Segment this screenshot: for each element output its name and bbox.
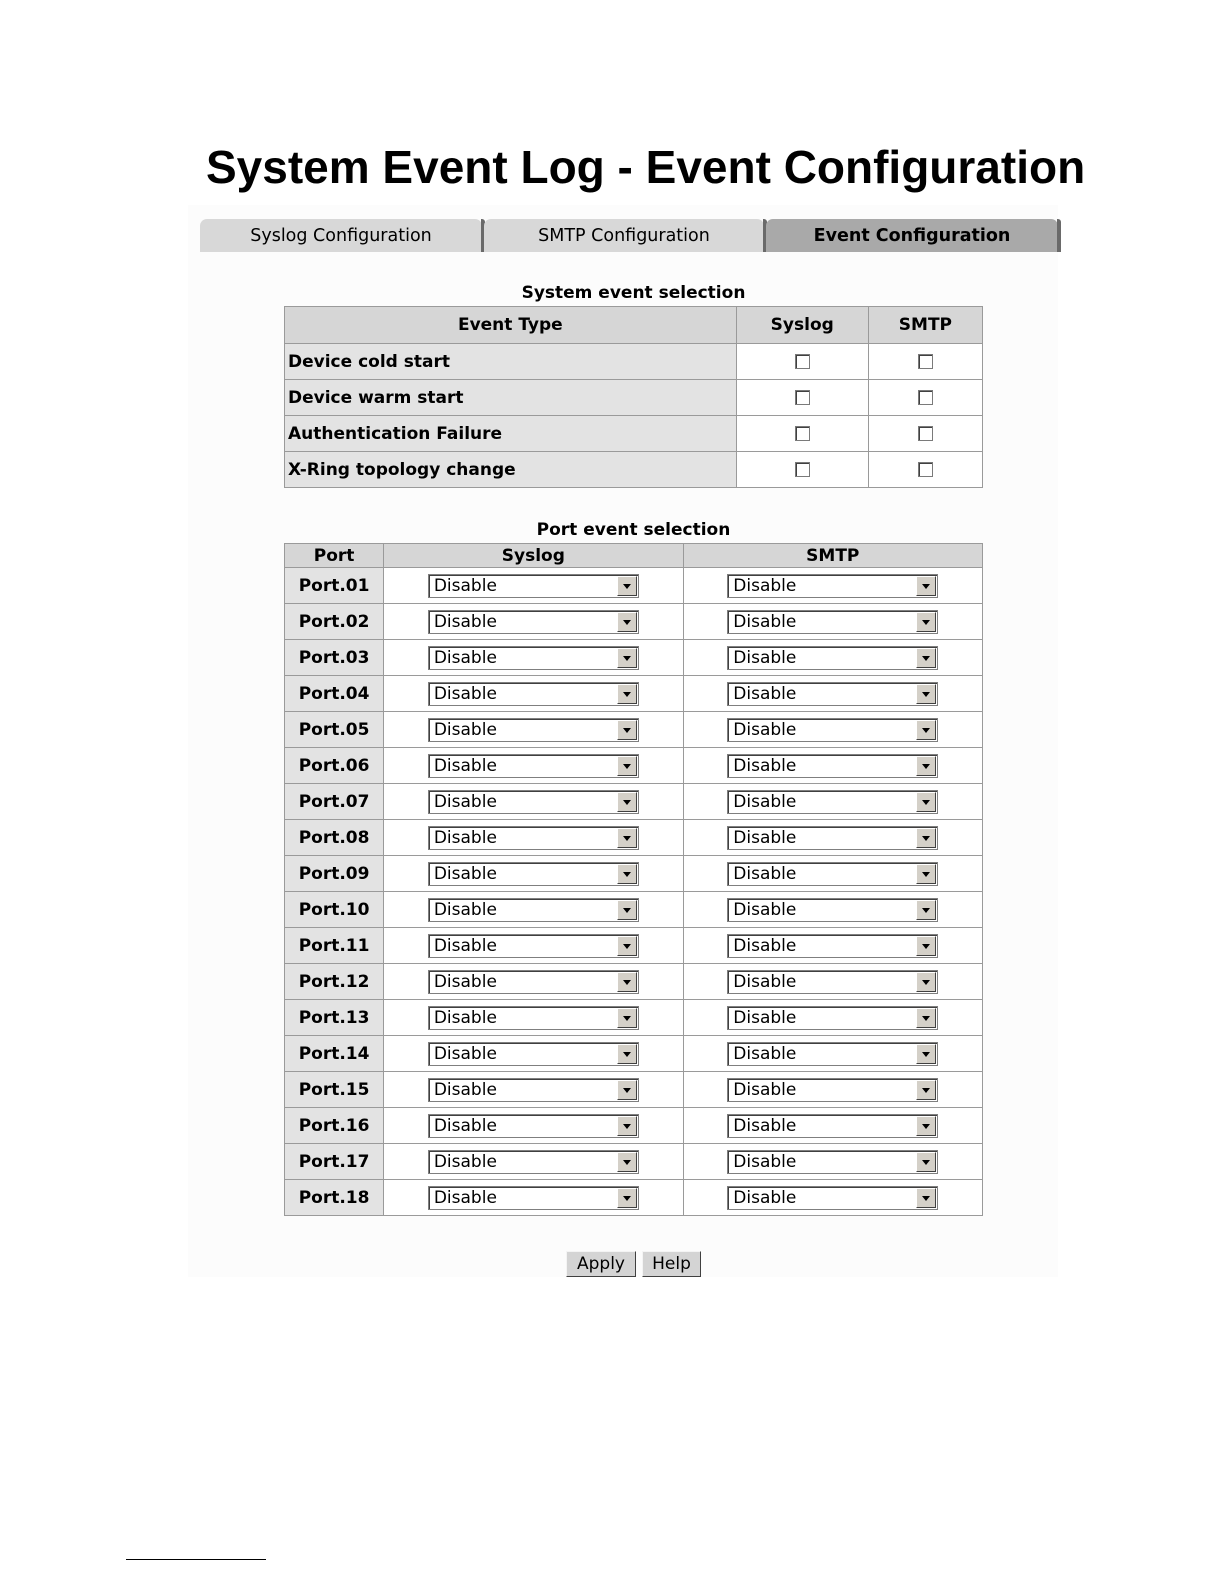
syslog-cell bbox=[384, 676, 683, 712]
syslog-cell bbox=[384, 892, 683, 928]
smtp-cell bbox=[683, 856, 982, 892]
tab-syslog-configuration[interactable] bbox=[200, 219, 482, 252]
syslog-cell bbox=[384, 640, 683, 676]
chevron-down-icon[interactable] bbox=[916, 1044, 936, 1064]
tab-bar bbox=[200, 219, 1060, 252]
port-label: Port.06 bbox=[285, 748, 384, 784]
tab-label: Event Configuration bbox=[813, 226, 1011, 246]
select-value: Disable bbox=[433, 827, 497, 848]
syslog-cell bbox=[736, 344, 868, 380]
syslog-cell bbox=[384, 1000, 683, 1036]
chevron-down-icon[interactable] bbox=[916, 864, 936, 884]
system-event-caption: System event selection bbox=[521, 283, 746, 303]
table-row bbox=[285, 964, 983, 1000]
table-row bbox=[285, 856, 983, 892]
syslog-cell bbox=[384, 928, 683, 964]
table-row bbox=[285, 640, 983, 676]
event-type-label: Authentication Failure bbox=[285, 416, 737, 452]
tab-event-configuration[interactable] bbox=[766, 219, 1058, 252]
tab-label: SMTP Configuration bbox=[538, 226, 710, 246]
smtp-cell bbox=[683, 640, 982, 676]
smtp-cell bbox=[683, 1180, 982, 1216]
port-label: Port.05 bbox=[285, 712, 384, 748]
syslog-select[interactable] bbox=[428, 1006, 639, 1030]
select-value: Disable bbox=[433, 863, 497, 884]
table-row bbox=[285, 676, 983, 712]
syslog-select[interactable] bbox=[428, 1186, 639, 1210]
tab-label: Syslog Configuration bbox=[250, 226, 432, 246]
port-label: Port.03 bbox=[285, 640, 384, 676]
select-value: Disable bbox=[733, 899, 797, 920]
chevron-down-icon[interactable] bbox=[617, 972, 637, 992]
select-value: Disable bbox=[433, 791, 497, 812]
smtp-cell bbox=[868, 344, 982, 380]
event-type-label: Device cold start bbox=[285, 344, 737, 380]
syslog-select[interactable] bbox=[428, 1114, 639, 1138]
syslog-cell bbox=[384, 604, 683, 640]
table-row bbox=[285, 1036, 983, 1072]
syslog-cell bbox=[736, 452, 868, 488]
syslog-checkbox[interactable] bbox=[795, 390, 810, 405]
port-label: Port.16 bbox=[285, 1108, 384, 1144]
select-value: Disable bbox=[733, 755, 797, 776]
smtp-select[interactable] bbox=[727, 862, 938, 886]
smtp-select[interactable] bbox=[727, 610, 938, 634]
smtp-select[interactable] bbox=[727, 1078, 938, 1102]
port-label: Port.10 bbox=[285, 892, 384, 928]
syslog-select[interactable] bbox=[428, 754, 639, 778]
help-button[interactable]: Help bbox=[642, 1251, 701, 1277]
select-value: Disable bbox=[733, 1007, 797, 1028]
smtp-checkbox[interactable] bbox=[918, 462, 933, 477]
select-value: Disable bbox=[433, 1115, 497, 1136]
table-row bbox=[285, 748, 983, 784]
apply-button[interactable]: Apply bbox=[566, 1251, 636, 1277]
select-value: Disable bbox=[433, 683, 497, 704]
chevron-down-icon[interactable] bbox=[617, 720, 637, 740]
syslog-cell bbox=[384, 856, 683, 892]
chevron-down-icon[interactable] bbox=[916, 1152, 936, 1172]
select-value: Disable bbox=[433, 1043, 497, 1064]
chevron-down-icon[interactable] bbox=[916, 756, 936, 776]
syslog-cell bbox=[384, 1108, 683, 1144]
column-header-syslog: Syslog bbox=[384, 544, 683, 568]
smtp-select[interactable] bbox=[727, 1042, 938, 1066]
footnote-divider bbox=[126, 1559, 266, 1560]
table-row bbox=[285, 604, 983, 640]
select-value: Disable bbox=[733, 683, 797, 704]
smtp-select[interactable] bbox=[727, 790, 938, 814]
syslog-select[interactable] bbox=[428, 790, 639, 814]
chevron-down-icon[interactable] bbox=[617, 1080, 637, 1100]
smtp-cell bbox=[683, 1000, 982, 1036]
smtp-cell bbox=[683, 748, 982, 784]
select-value: Disable bbox=[733, 611, 797, 632]
port-label: Port.11 bbox=[285, 928, 384, 964]
column-header-smtp: SMTP bbox=[868, 307, 982, 344]
port-label: Port.09 bbox=[285, 856, 384, 892]
select-value: Disable bbox=[733, 863, 797, 884]
syslog-select[interactable] bbox=[428, 934, 639, 958]
chevron-down-icon[interactable] bbox=[617, 1008, 637, 1028]
smtp-select[interactable] bbox=[727, 718, 938, 742]
syslog-select[interactable] bbox=[428, 718, 639, 742]
table-row bbox=[285, 344, 983, 380]
chevron-down-icon[interactable] bbox=[916, 576, 936, 596]
smtp-select[interactable] bbox=[727, 934, 938, 958]
syslog-select[interactable] bbox=[428, 898, 639, 922]
syslog-cell bbox=[384, 820, 683, 856]
port-event-table bbox=[284, 543, 983, 1216]
chevron-down-icon[interactable] bbox=[617, 576, 637, 596]
event-type-label: X-Ring topology change bbox=[285, 452, 737, 488]
select-value: Disable bbox=[433, 575, 497, 596]
syslog-select[interactable] bbox=[428, 970, 639, 994]
event-type-label: Device warm start bbox=[285, 380, 737, 416]
syslog-cell bbox=[384, 784, 683, 820]
smtp-checkbox[interactable] bbox=[918, 354, 933, 369]
syslog-select[interactable] bbox=[428, 1078, 639, 1102]
page-title: System Event Log - Event Configuration bbox=[206, 141, 1086, 193]
syslog-cell bbox=[384, 748, 683, 784]
smtp-select[interactable] bbox=[727, 970, 938, 994]
select-value: Disable bbox=[733, 791, 797, 812]
smtp-cell bbox=[683, 928, 982, 964]
select-value: Disable bbox=[433, 719, 497, 740]
select-value: Disable bbox=[433, 1007, 497, 1028]
chevron-down-icon[interactable] bbox=[617, 900, 637, 920]
smtp-select[interactable] bbox=[727, 574, 938, 598]
chevron-down-icon[interactable] bbox=[916, 1008, 936, 1028]
port-label: Port.04 bbox=[285, 676, 384, 712]
smtp-cell bbox=[683, 1108, 982, 1144]
port-label: Port.08 bbox=[285, 820, 384, 856]
table-row bbox=[285, 380, 983, 416]
syslog-cell bbox=[384, 568, 683, 604]
chevron-down-icon[interactable] bbox=[916, 900, 936, 920]
table-row bbox=[285, 784, 983, 820]
chevron-down-icon[interactable] bbox=[617, 612, 637, 632]
port-label: Port.12 bbox=[285, 964, 384, 1000]
table-row bbox=[285, 928, 983, 964]
syslog-checkbox[interactable] bbox=[795, 462, 810, 477]
smtp-select[interactable] bbox=[727, 1114, 938, 1138]
smtp-select[interactable] bbox=[727, 682, 938, 706]
port-label: Port.18 bbox=[285, 1180, 384, 1216]
smtp-cell bbox=[683, 892, 982, 928]
chevron-down-icon[interactable] bbox=[916, 1188, 936, 1208]
chevron-down-icon[interactable] bbox=[617, 936, 637, 956]
syslog-select[interactable] bbox=[428, 574, 639, 598]
chevron-down-icon[interactable] bbox=[617, 684, 637, 704]
select-value: Disable bbox=[433, 971, 497, 992]
chevron-down-icon[interactable] bbox=[617, 828, 637, 848]
smtp-select[interactable] bbox=[727, 898, 938, 922]
smtp-select[interactable] bbox=[727, 826, 938, 850]
select-value: Disable bbox=[733, 1115, 797, 1136]
table-row bbox=[285, 452, 983, 488]
smtp-cell bbox=[868, 452, 982, 488]
select-value: Disable bbox=[433, 1079, 497, 1100]
table-row bbox=[285, 1000, 983, 1036]
tab-smtp-configuration[interactable] bbox=[484, 219, 764, 252]
select-value: Disable bbox=[433, 611, 497, 632]
select-value: Disable bbox=[733, 647, 797, 668]
chevron-down-icon[interactable] bbox=[916, 1116, 936, 1136]
chevron-down-icon[interactable] bbox=[916, 684, 936, 704]
syslog-checkbox[interactable] bbox=[795, 354, 810, 369]
select-value: Disable bbox=[733, 1151, 797, 1172]
smtp-cell bbox=[683, 712, 982, 748]
syslog-select[interactable] bbox=[428, 862, 639, 886]
smtp-cell bbox=[683, 784, 982, 820]
select-value: Disable bbox=[433, 935, 497, 956]
select-value: Disable bbox=[733, 575, 797, 596]
smtp-cell bbox=[683, 568, 982, 604]
select-value: Disable bbox=[433, 647, 497, 668]
syslog-cell bbox=[736, 416, 868, 452]
chevron-down-icon[interactable] bbox=[617, 1152, 637, 1172]
table-row bbox=[285, 892, 983, 928]
chevron-down-icon[interactable] bbox=[916, 720, 936, 740]
smtp-cell bbox=[683, 1144, 982, 1180]
smtp-cell bbox=[683, 964, 982, 1000]
syslog-select[interactable] bbox=[428, 646, 639, 670]
chevron-down-icon[interactable] bbox=[617, 756, 637, 776]
select-value: Disable bbox=[733, 1043, 797, 1064]
tab-divider bbox=[1057, 219, 1061, 252]
syslog-checkbox[interactable] bbox=[795, 426, 810, 441]
select-value: Disable bbox=[433, 755, 497, 776]
smtp-cell bbox=[683, 676, 982, 712]
column-header-event-type: Event Type bbox=[285, 307, 737, 344]
chevron-down-icon[interactable] bbox=[916, 972, 936, 992]
chevron-down-icon[interactable] bbox=[916, 936, 936, 956]
port-label: Port.02 bbox=[285, 604, 384, 640]
smtp-cell bbox=[868, 380, 982, 416]
syslog-cell bbox=[384, 964, 683, 1000]
syslog-select[interactable] bbox=[428, 826, 639, 850]
select-value: Disable bbox=[733, 1079, 797, 1100]
syslog-cell bbox=[384, 1036, 683, 1072]
table-row bbox=[285, 416, 983, 452]
chevron-down-icon[interactable] bbox=[617, 648, 637, 668]
syslog-select[interactable] bbox=[428, 682, 639, 706]
smtp-select[interactable] bbox=[727, 1006, 938, 1030]
chevron-down-icon[interactable] bbox=[617, 792, 637, 812]
syslog-cell bbox=[384, 1072, 683, 1108]
smtp-cell bbox=[868, 416, 982, 452]
select-value: Disable bbox=[433, 1151, 497, 1172]
system-event-table bbox=[284, 306, 983, 488]
syslog-cell bbox=[736, 380, 868, 416]
syslog-select[interactable] bbox=[428, 610, 639, 634]
port-label: Port.17 bbox=[285, 1144, 384, 1180]
table-row bbox=[285, 1108, 983, 1144]
table-row bbox=[285, 1180, 983, 1216]
smtp-select[interactable] bbox=[727, 646, 938, 670]
table-row bbox=[285, 1144, 983, 1180]
syslog-select[interactable] bbox=[428, 1150, 639, 1174]
table-row bbox=[285, 568, 983, 604]
column-header-port: Port bbox=[285, 544, 384, 568]
port-label: Port.13 bbox=[285, 1000, 384, 1036]
select-value: Disable bbox=[433, 1187, 497, 1208]
select-value: Disable bbox=[733, 971, 797, 992]
syslog-select[interactable] bbox=[428, 1042, 639, 1066]
smtp-cell bbox=[683, 604, 982, 640]
port-label: Port.07 bbox=[285, 784, 384, 820]
chevron-down-icon[interactable] bbox=[617, 1044, 637, 1064]
chevron-down-icon[interactable] bbox=[617, 864, 637, 884]
syslog-cell bbox=[384, 1144, 683, 1180]
chevron-down-icon[interactable] bbox=[916, 828, 936, 848]
table-header-row bbox=[285, 544, 983, 568]
table-row bbox=[285, 1072, 983, 1108]
select-value: Disable bbox=[733, 827, 797, 848]
port-label: Port.14 bbox=[285, 1036, 384, 1072]
port-label: Port.15 bbox=[285, 1072, 384, 1108]
syslog-cell bbox=[384, 712, 683, 748]
column-header-smtp: SMTP bbox=[683, 544, 982, 568]
chevron-down-icon[interactable] bbox=[916, 612, 936, 632]
smtp-select[interactable] bbox=[727, 1150, 938, 1174]
column-header-syslog: Syslog bbox=[736, 307, 868, 344]
smtp-checkbox[interactable] bbox=[918, 390, 933, 405]
port-event-caption: Port event selection bbox=[536, 520, 731, 540]
smtp-checkbox[interactable] bbox=[918, 426, 933, 441]
syslog-cell bbox=[384, 1180, 683, 1216]
table-header-row bbox=[285, 307, 983, 344]
smtp-cell bbox=[683, 820, 982, 856]
smtp-select[interactable] bbox=[727, 754, 938, 778]
select-value: Disable bbox=[433, 899, 497, 920]
table-row bbox=[285, 712, 983, 748]
port-label: Port.01 bbox=[285, 568, 384, 604]
select-value: Disable bbox=[733, 1187, 797, 1208]
select-value: Disable bbox=[733, 935, 797, 956]
select-value: Disable bbox=[733, 719, 797, 740]
chevron-down-icon[interactable] bbox=[617, 1116, 637, 1136]
chevron-down-icon[interactable] bbox=[916, 792, 936, 812]
chevron-down-icon[interactable] bbox=[916, 648, 936, 668]
smtp-cell bbox=[683, 1072, 982, 1108]
smtp-select[interactable] bbox=[727, 1186, 938, 1210]
chevron-down-icon[interactable] bbox=[916, 1080, 936, 1100]
smtp-cell bbox=[683, 1036, 982, 1072]
table-row bbox=[285, 820, 983, 856]
chevron-down-icon[interactable] bbox=[617, 1188, 637, 1208]
